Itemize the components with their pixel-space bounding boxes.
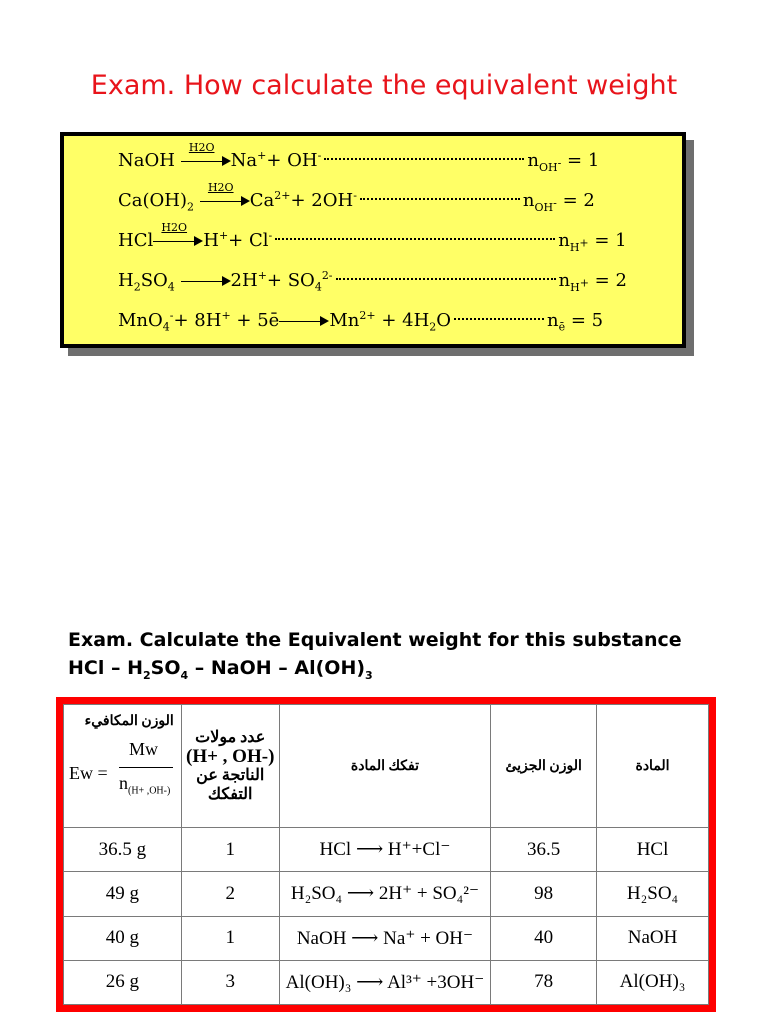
cell-ew: 49 g (64, 872, 182, 916)
equivalent-weight-table (63, 704, 709, 1005)
n-subscript: H (570, 280, 580, 294)
charge: + (218, 229, 229, 242)
charge: 2+ (274, 189, 291, 202)
text: HCl – H (68, 657, 143, 679)
cell-dissociation: H₂SO₄ ⟶ 2H⁺ + SO₄²⁻ (279, 872, 491, 916)
charge: - (268, 229, 273, 242)
table-header-row (64, 705, 709, 828)
reactions-box (60, 132, 686, 348)
reactant: + 8H (173, 310, 222, 331)
n-subscript: ē (558, 320, 566, 334)
n-symbol: n (119, 773, 128, 793)
cell-dissociation: NaOH ⟶ Na⁺ + OH⁻ (279, 916, 491, 960)
subscript: 2 (429, 320, 437, 334)
charge: 2- (321, 269, 333, 282)
reaction-hcl (118, 221, 627, 256)
subscript: 2 (187, 200, 195, 214)
cell-ew: 26 g (64, 960, 182, 1004)
header-molecular-weight: الوزن الجزيئ (491, 705, 597, 828)
cell-moles: 3 (181, 960, 279, 1004)
product: Ca (249, 190, 275, 211)
subscript: 3 (365, 668, 373, 682)
n-sup: - (553, 195, 557, 209)
product: 2H (230, 270, 258, 291)
reaction-caoh2 (118, 181, 595, 216)
reaction-arrow (200, 181, 250, 206)
n-subscript: (H+ ,OH-) (128, 785, 171, 797)
reactant: NaOH (118, 150, 175, 171)
n-value: = 1 (594, 230, 627, 251)
question-2-line-1: Exam. Calculate the Equivalent weight for this substance (68, 629, 682, 651)
charge: - (169, 309, 174, 322)
reactant: Ca(OH) (118, 190, 188, 211)
table-row (64, 916, 709, 960)
page-title: Exam. How calculate the equivalent weight (90, 70, 678, 101)
arrow-label: H2O (188, 141, 215, 154)
n-symbol: n (558, 270, 571, 291)
text: SO (150, 657, 181, 679)
product: + Cl (228, 230, 269, 251)
cell-mw: 98 (491, 872, 597, 916)
cell-mw: 36.5 (491, 828, 597, 872)
cell-dissociation: HCl ⟶ H⁺+Cl⁻ (279, 828, 491, 872)
cell-moles: 2 (181, 872, 279, 916)
table-row (64, 828, 709, 872)
formula-numerator: Mw (129, 739, 159, 759)
dot-leader (336, 278, 556, 280)
subscript: 4 (180, 668, 189, 682)
cell-moles: 1 (181, 916, 279, 960)
n-value: = 1 (567, 150, 600, 171)
charge: 2+ (359, 309, 376, 322)
header-ions: (H+ , OH-) (186, 746, 275, 767)
subscript: 4 (162, 320, 170, 334)
cell-mw: 78 (491, 960, 597, 1004)
product: Mn (329, 310, 360, 331)
header-label: عدد مولات (195, 729, 266, 746)
cell-dissociation: Al(OH)₃ ⟶ Al³⁺ +3OH⁻ (279, 960, 491, 1004)
formula-lhs: Ew = (69, 763, 108, 783)
cell-substance: HCl (597, 828, 709, 872)
product: Na (230, 150, 258, 171)
product: + 4H (381, 310, 430, 331)
dot-leader (360, 198, 520, 200)
reaction-mno4 (118, 306, 603, 336)
reaction-h2so4 (118, 266, 627, 296)
cell-substance: H₂SO₄ (597, 872, 709, 916)
reactant: + 5 (236, 310, 269, 331)
header-substance: المادة (597, 705, 709, 828)
header-label: الناتجة عن التفكك (196, 767, 265, 803)
reactant: SO (140, 270, 168, 291)
n-subscript: OH (534, 200, 554, 214)
subscript: 4 (314, 280, 322, 294)
subscript: 2 (133, 280, 141, 294)
charge: + (221, 309, 231, 322)
subscript: 2 (143, 668, 151, 682)
reactant: H (118, 270, 134, 291)
cell-substance: Al(OH)₃ (597, 960, 709, 1004)
cell-mw: 40 (491, 916, 597, 960)
reactant: HCl (118, 230, 154, 251)
n-subscript: OH (538, 160, 558, 174)
n-sup: + (579, 235, 589, 249)
n-subscript: H (569, 240, 580, 254)
n-value: = 2 (562, 190, 595, 211)
cell-moles: 1 (181, 828, 279, 872)
n-symbol: n (558, 230, 570, 251)
dot-leader (324, 158, 524, 160)
header-dissociation: تفكك المادة (279, 705, 491, 828)
n-value: = 2 (594, 270, 627, 291)
dot-leader (275, 238, 555, 240)
product: + SO (266, 270, 315, 291)
cell-ew: 40 g (64, 916, 182, 960)
table-row (64, 872, 709, 916)
charge: + (257, 149, 267, 162)
charge: - (317, 149, 322, 162)
formula-denominator (119, 773, 171, 797)
table-row (64, 960, 709, 1004)
header-label: الوزن المكافيء (84, 714, 174, 729)
subscript: 4 (167, 280, 175, 294)
charge: - (353, 189, 357, 202)
cell-ew: 36.5 g (64, 828, 182, 872)
reaction-arrow (181, 141, 231, 166)
reaction-arrow (181, 276, 231, 286)
product: + 2OH (290, 190, 354, 211)
fraction-bar (119, 767, 173, 768)
electron: ē (268, 310, 280, 331)
n-sup: + (579, 275, 589, 289)
reaction-arrow (279, 316, 329, 326)
dot-leader (454, 318, 544, 320)
equivalent-weight-table-frame (56, 697, 716, 1012)
text: – NaOH – Al(OH) (188, 657, 366, 679)
product: H (203, 230, 219, 251)
product: + OH (266, 150, 318, 171)
n-symbol: n (522, 190, 535, 211)
n-value: = 5 (570, 310, 604, 331)
arrow-label: H2O (161, 221, 188, 234)
product: O (436, 310, 452, 331)
n-sup: - (557, 155, 562, 169)
header-equivalent-weight (64, 705, 182, 828)
reaction-naoh (118, 141, 600, 176)
reaction-arrow (153, 221, 203, 246)
reactant: MnO (118, 310, 163, 331)
cell-substance: NaOH (597, 916, 709, 960)
arrow-label: H2O (207, 181, 234, 194)
charge: + (257, 269, 267, 282)
n-symbol: n (527, 150, 539, 171)
question-2-line-2 (68, 654, 708, 682)
n-symbol: n (547, 310, 559, 331)
header-moles (181, 705, 279, 828)
question-2 (68, 626, 708, 682)
